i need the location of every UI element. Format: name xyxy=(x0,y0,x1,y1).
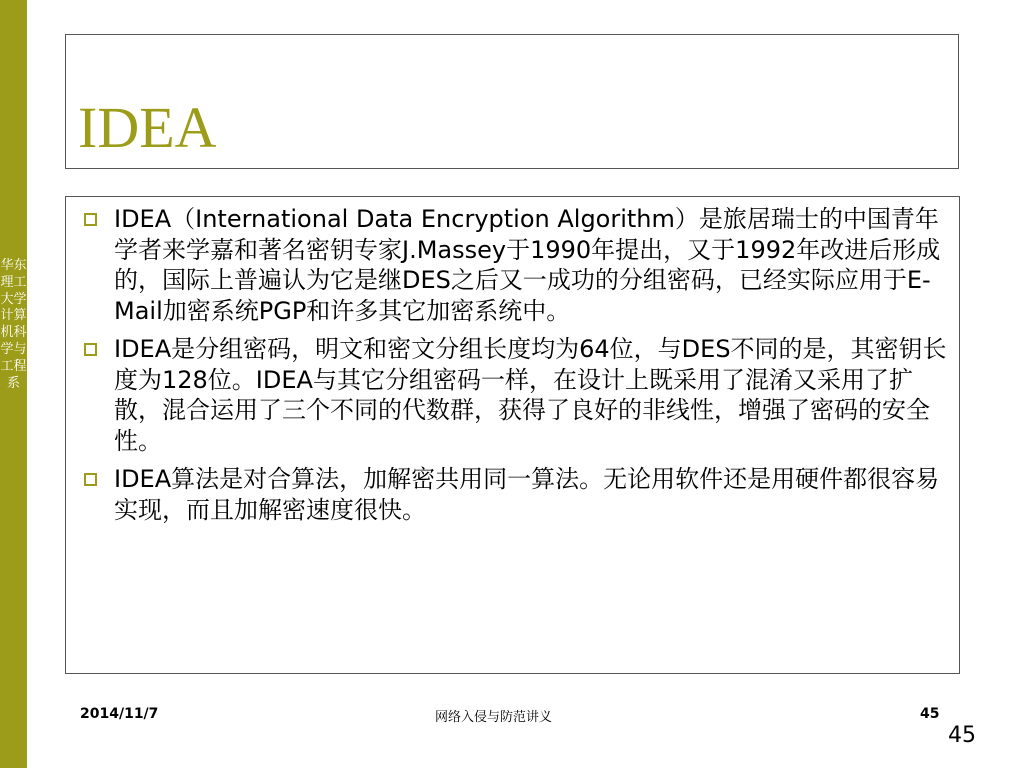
slide-number: 45 xyxy=(948,723,976,748)
bullet-item xyxy=(78,204,954,326)
sidebar-department-label: 华东理工大学计算机科学与工程系 xyxy=(0,258,27,391)
sidebar-band xyxy=(0,0,27,768)
hollow-square-bullet-icon xyxy=(84,343,97,356)
bullet-list xyxy=(78,204,954,533)
hollow-square-bullet-icon xyxy=(84,473,97,486)
bullet-text: IDEA（International Data Encryption Algorithm）是旅居瑞士的中国青年学者来学嘉和著名密钥专家J.Massey于1990年提出，又于1992年改进后形成的，国际上普遍认为它是继DES之后又一成功的分组密码，已经实际应用于E-Mail加密系统PGP和许多其它加密系统中。 xyxy=(114,205,941,325)
hollow-square-bullet-icon xyxy=(84,213,97,226)
bullet-item xyxy=(78,464,954,525)
footer-title: 网络入侵与防范讲义 xyxy=(435,710,553,725)
bullet-text: IDEA算法是对合算法，加解密共用同一算法。无论用软件还是用硬件都很容易实现，而且加解密速度很快。 xyxy=(114,465,940,524)
footer-page-number: 45 xyxy=(920,706,940,722)
footer-date: 2014/11/7 xyxy=(80,706,159,722)
bullet-text: IDEA是分组密码，明文和密文分组长度均为64位，与DES不同的是，其密钥长度为128位。IDEA与其它分组密码一样，在设计上既采用了混淆又采用了扩散，混合运用了三个不同的代数群，获得了良好的非线性，增强了密码的安全性。 xyxy=(114,335,947,455)
content-box xyxy=(65,196,960,674)
slide-title: IDEA xyxy=(78,95,217,160)
title-box xyxy=(65,34,959,169)
bullet-item xyxy=(78,334,954,456)
